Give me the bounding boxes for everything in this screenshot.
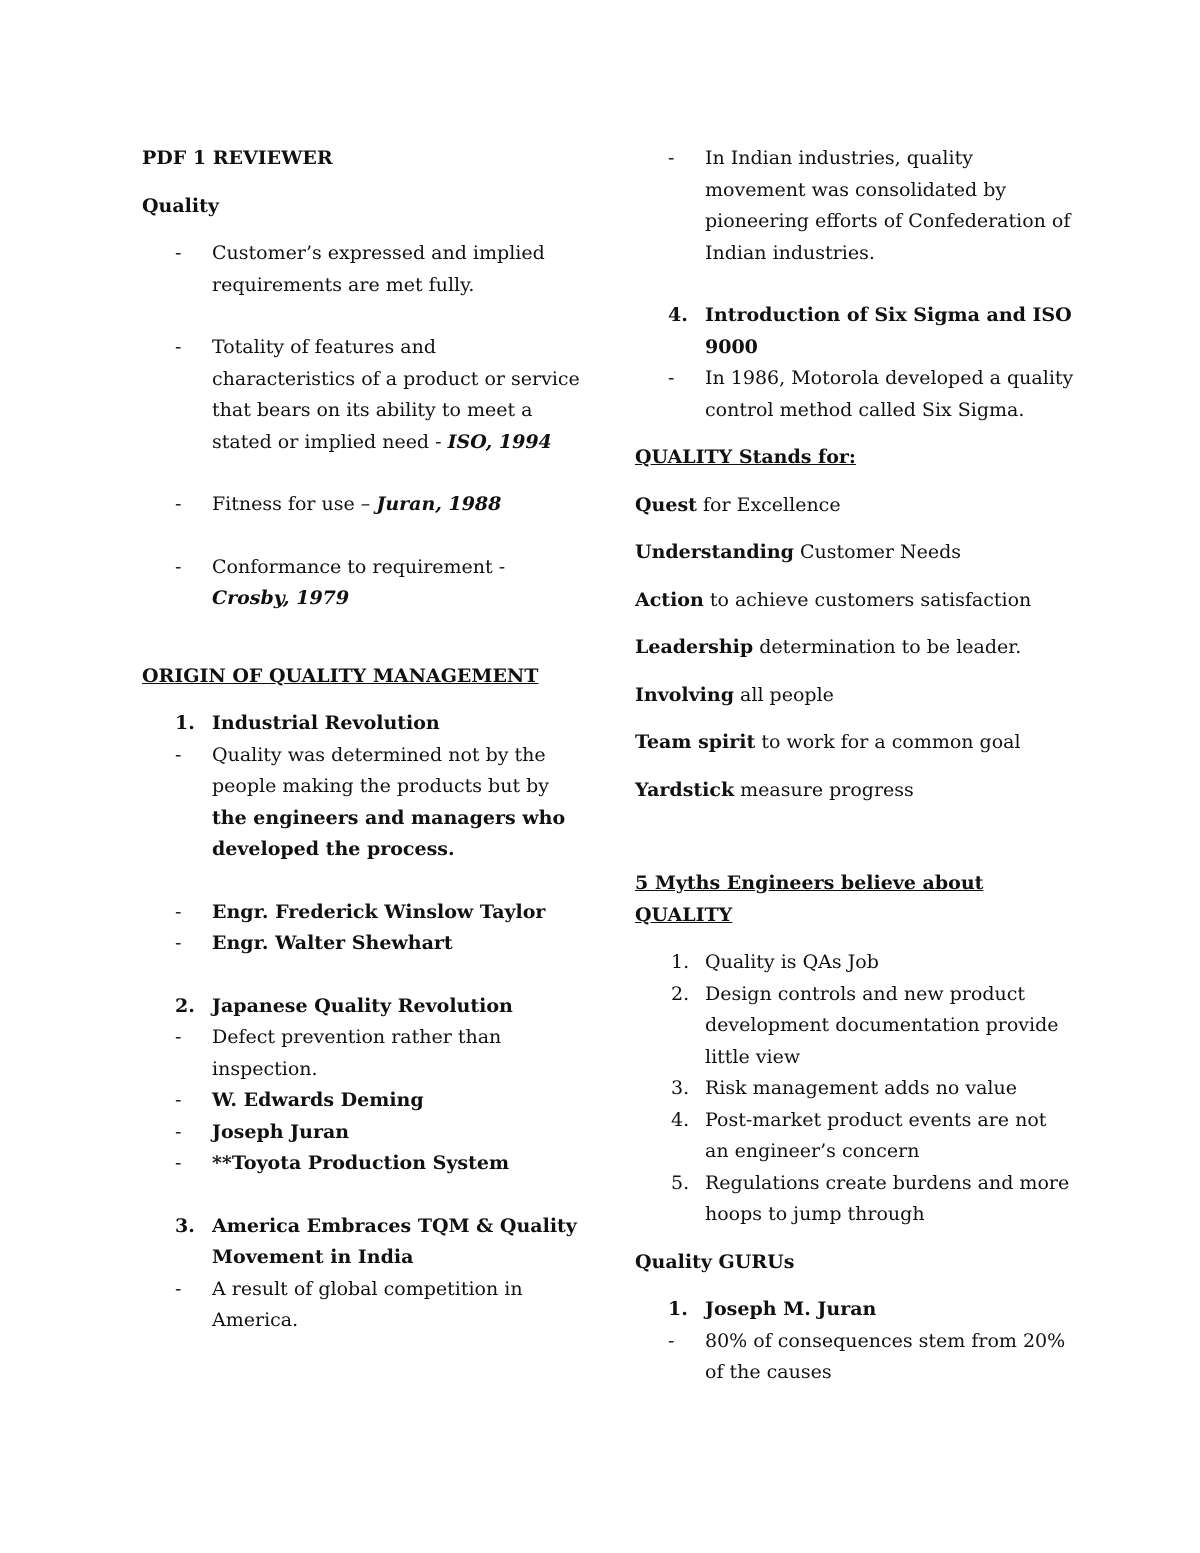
- quality-definition-2: [142, 332, 582, 458]
- origin-section-3-text-1: [142, 1274, 582, 1337]
- left-column: [142, 143, 582, 1337]
- person-name: **Toyota Production System: [212, 1152, 510, 1174]
- acronym-word: Action: [635, 588, 704, 611]
- stands-for-item-t: [635, 727, 1075, 759]
- dash-bullet: -: [175, 1089, 182, 1111]
- origin-section-1-person-2: [142, 928, 582, 960]
- section-title: Industrial Revolution: [212, 712, 440, 734]
- origin-section-2-person-1: [142, 1085, 582, 1117]
- quality-definition-3-citation: Juran, 1988: [376, 493, 502, 515]
- list-number: 1.: [671, 951, 690, 973]
- quality-definition-4-text: Conformance to requirement -: [212, 555, 506, 578]
- stands-for-item-l: [635, 632, 1075, 664]
- quality-definition-3-text: Fitness for use –: [212, 493, 377, 515]
- paragraph-text: In Indian industries, quality movement was consolidated by pioneering efforts of Confederation of Indian industries.: [705, 147, 1071, 264]
- dash-bullet: -: [175, 932, 182, 954]
- guru-1-text: [635, 1326, 1075, 1389]
- origin-heading: ORIGIN OF QUALITY MANAGEMENT: [142, 664, 539, 687]
- dash-bullet: -: [175, 1277, 182, 1300]
- dash-bullet: -: [175, 555, 182, 578]
- section-number: 1.: [668, 1298, 688, 1320]
- myth-item: [635, 1073, 1075, 1105]
- section-number: 3.: [175, 1214, 195, 1237]
- section-number: 2.: [175, 994, 195, 1017]
- quality-definition-1-text: Customer’s expressed and implied requirements are met fully.: [212, 242, 545, 296]
- stands-for-item-a: [635, 585, 1075, 617]
- acronym-text: for Excellence: [696, 493, 841, 516]
- section-title: America Embraces TQM & Quality Movement in India: [212, 1214, 577, 1268]
- acronym-word: Understanding: [635, 541, 794, 563]
- origin-section-1-text: [142, 740, 582, 866]
- myth-text: Risk management adds no value: [705, 1077, 1017, 1099]
- origin-section-4-text: [635, 363, 1075, 426]
- acronym-text: to achieve customers satisfaction: [703, 588, 1032, 611]
- gurus-heading: Quality GURUs: [635, 1250, 795, 1273]
- quality-definition-3: [142, 489, 582, 521]
- acronym-text: all people: [734, 683, 834, 706]
- section-title: Japanese Quality Revolution: [212, 994, 513, 1017]
- origin-section-4-title: [635, 300, 1075, 363]
- dash-bullet: -: [175, 336, 182, 358]
- dash-bullet: -: [175, 493, 182, 515]
- origin-section-1-person-1: [142, 897, 582, 929]
- paragraph-text: Quality was determined not by the people making the products but by: [212, 743, 550, 797]
- stands-for-item-i: [635, 680, 1075, 712]
- myth-item: [635, 1105, 1075, 1168]
- acronym-word: Team spirit: [635, 731, 756, 753]
- myth-text: Regulations create burdens and more hoops to jump through: [705, 1171, 1070, 1225]
- quality-definition-2-text: Totality of features and characteristics of a product or service that bears on its ability to meet a stated or implied need -: [212, 336, 580, 453]
- guru-name: Joseph M. Juran: [705, 1298, 877, 1320]
- myth-text: Quality is QAs Job: [705, 951, 879, 973]
- paragraph-text: 80% of consequences stem from 20% of the causes: [705, 1329, 1066, 1383]
- dash-bullet: -: [668, 367, 675, 389]
- myth-item: [635, 947, 1075, 979]
- paragraph-text: In 1986, Motorola developed a quality control method called Six Sigma.: [705, 367, 1074, 421]
- myth-text: Design controls and new product development documentation provide little view: [705, 982, 1059, 1068]
- dash-bullet: -: [175, 242, 182, 264]
- dash-bullet: -: [175, 1152, 182, 1174]
- paragraph-text: Defect prevention rather than inspection.: [212, 1026, 502, 1080]
- dash-bullet: -: [175, 1120, 182, 1143]
- section-title: Introduction of Six Sigma and ISO 9000: [705, 304, 1072, 358]
- section-number: 1.: [175, 712, 195, 734]
- acronym-word: Involving: [635, 683, 734, 706]
- acronym-word: Leadership: [635, 636, 754, 658]
- person-name: Joseph Juran: [212, 1120, 350, 1143]
- acronym-word: Quest: [635, 493, 697, 516]
- origin-section-2-text: [142, 1022, 582, 1085]
- list-number: 2.: [671, 982, 690, 1005]
- quality-definition-2-citation: ISO, 1994: [447, 430, 552, 453]
- list-number: 5.: [671, 1171, 690, 1194]
- stands-for-item-q: [635, 490, 1075, 522]
- origin-section-2-person-3: [142, 1148, 582, 1180]
- myth-item: [635, 979, 1075, 1074]
- origin-section-3-title: [142, 1211, 582, 1274]
- origin-section-2-person-2: [142, 1117, 582, 1149]
- origin-section-3-text-2: [635, 143, 1075, 269]
- person-name: W. Edwards Deming: [212, 1089, 424, 1111]
- person-name: Engr. Walter Shewhart: [212, 932, 453, 954]
- stands-for-item-y: [635, 775, 1075, 807]
- acronym-text: to work for a common goal: [755, 731, 1021, 753]
- paragraph-text: A result of global competition in America.: [212, 1277, 523, 1331]
- stands-for-item-u: [635, 537, 1075, 569]
- person-name: Engr. Frederick Winslow Taylor: [212, 900, 546, 923]
- right-column: [635, 143, 1075, 1389]
- quality-definition-4-citation: Crosby, 1979: [212, 587, 350, 609]
- acronym-text: determination to be leader.: [753, 636, 1022, 658]
- quality-definition-4: [142, 552, 582, 615]
- dash-bullet: -: [668, 1329, 675, 1352]
- section-number: 4.: [668, 304, 688, 326]
- myths-heading: 5 Myths Engineers believe about QUALITY: [635, 872, 984, 926]
- stands-for-heading: QUALITY Stands for:: [635, 446, 856, 468]
- dash-bullet: -: [668, 147, 675, 169]
- origin-section-1-title: [142, 708, 582, 740]
- document-title: PDF 1 REVIEWER: [142, 147, 333, 169]
- acronym-word: Yardstick: [635, 778, 735, 801]
- myth-item: [635, 1168, 1075, 1231]
- list-number: 4.: [671, 1108, 690, 1131]
- guru-1-title: [635, 1294, 1075, 1326]
- acronym-text: measure progress: [734, 778, 914, 801]
- quality-heading: Quality: [142, 194, 219, 217]
- acronym-text: Customer Needs: [793, 541, 962, 563]
- dash-bullet: -: [175, 1026, 182, 1048]
- quality-definition-1: [142, 238, 582, 301]
- dash-bullet: -: [175, 900, 182, 923]
- paragraph-emphasis: the engineers and managers who developed the process.: [212, 806, 566, 860]
- list-number: 3.: [671, 1077, 690, 1099]
- myth-text: Post-market product events are not an engineer’s concern: [705, 1108, 1047, 1162]
- origin-section-2-title: [142, 991, 582, 1023]
- dash-bullet: -: [175, 743, 182, 766]
